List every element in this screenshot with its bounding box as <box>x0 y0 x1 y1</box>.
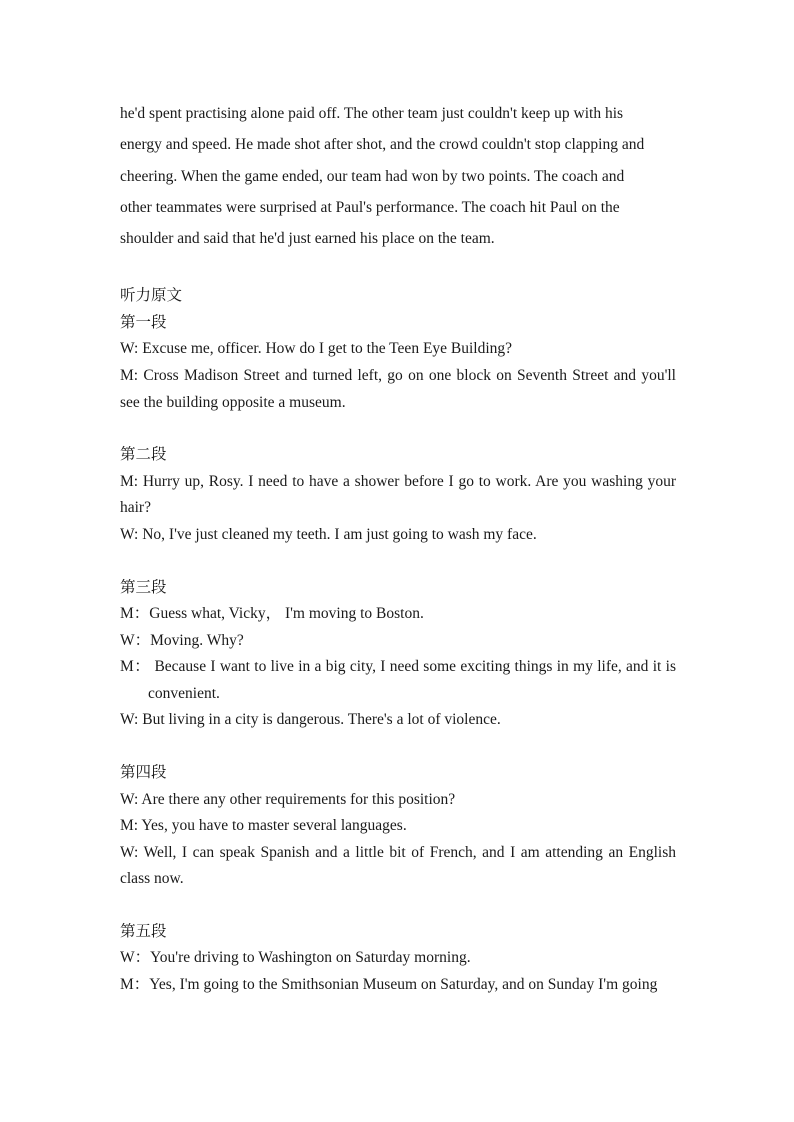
story-line: energy and speed. He made shot after shot, and the crowd couldn't stop clapping and <box>120 136 645 154</box>
dialogue-line: W: But living in a city is dangerous. There's a lot of violence. <box>120 711 501 729</box>
dialogue-line: M：Yes, I'm going to the Smithsonian Museum on Saturday, and on Sunday I'm going <box>120 975 658 993</box>
dialogue-line: M： Because I want to live in a big city, I need some exciting things in my life, and it is convenient. <box>120 658 676 702</box>
dialogue-line: M: Cross Madison Street and turned left, go on one block on Seventh Street and you'll see the building opposite a museum. <box>120 367 676 411</box>
dialogue-line: M：Guess what, Vicky， I'm moving to Boston. <box>120 605 424 623</box>
dialogue-line: M: Hurry up, Rosy. I need to have a shower before I go to work. Are you washing your hair? <box>120 472 676 517</box>
document-page <box>120 98 676 999</box>
dialogue-line: W：Moving. Why? <box>120 631 244 649</box>
dialogue-line: W: Excuse me, officer. How do I get to the Teen Eye Building? <box>120 340 513 358</box>
section-heading: 第五段 <box>120 922 167 940</box>
story-line: cheering. When the game ended, our team had won by two points. The coach and <box>120 167 625 185</box>
dialogue-line: W: Well, I can speak Spanish and a little bit of French, and I am attending an English class now. <box>120 843 676 888</box>
dialogue-line: W: Are there any other requirements for this position? <box>120 790 456 808</box>
transcript-section-2 <box>120 442 676 548</box>
transcript-title: 听力原文 <box>120 287 183 305</box>
dialogue-line: W：You're driving to Washington on Saturday morning. <box>120 949 471 967</box>
story-line: shoulder and said that he'd just earned his place on the team. <box>120 230 495 248</box>
transcript-section-5 <box>120 919 676 999</box>
dialogue-line: M: Yes, you have to master several languages. <box>120 817 407 835</box>
section-heading: 第一段 <box>120 313 167 331</box>
transcript-section-3 <box>120 575 676 734</box>
story-paragraph <box>120 98 676 254</box>
section-heading: 第二段 <box>120 446 167 464</box>
story-line: other teammates were surprised at Paul's performance. The coach hit Paul on the <box>120 198 620 216</box>
transcript-section-1 <box>120 310 676 416</box>
dialogue-line: W: No, I've just cleaned my teeth. I am just going to wash my face. <box>120 525 537 543</box>
story-line: he'd spent practising alone paid off. The other team just couldn't keep up with his <box>120 105 624 122</box>
section-heading: 第四段 <box>120 764 167 782</box>
transcript-section-4 <box>120 760 676 893</box>
section-heading: 第三段 <box>120 578 167 596</box>
